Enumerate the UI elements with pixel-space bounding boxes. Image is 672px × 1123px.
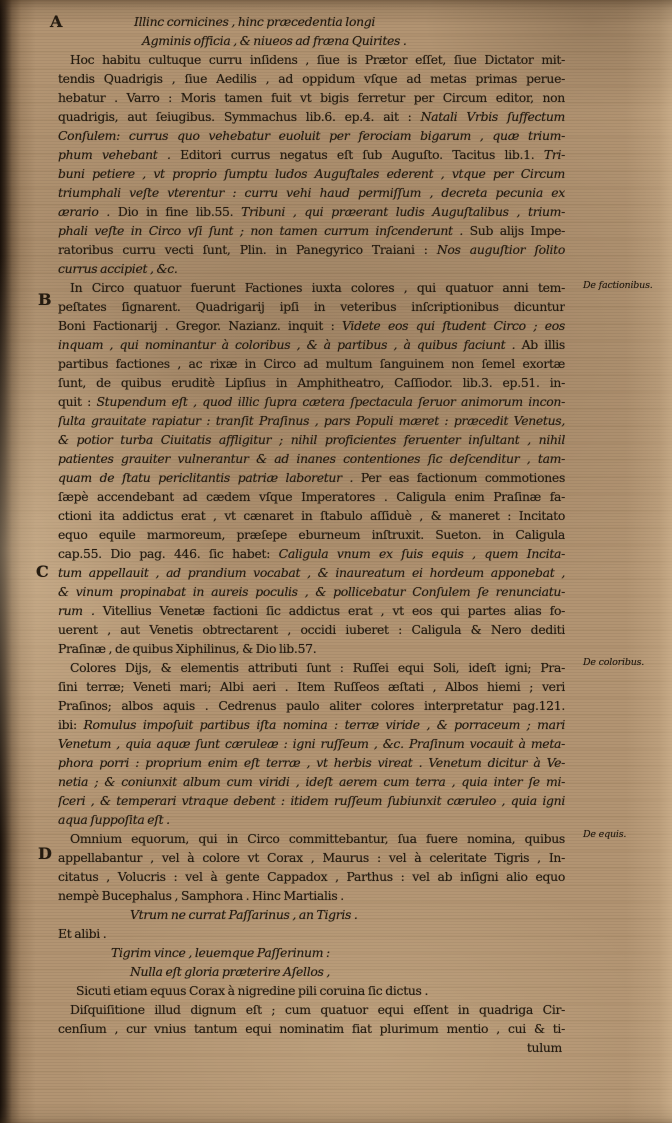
text-line: ſæpè accendebant ad cædem vſque Imperatores . Caligula enim Praſinæ fa- [58,489,565,504]
text-line: inquam , qui nominantur à coloribus , & à partibus , à quibus faciunt . Ab illis [58,337,565,352]
text-line: ſini terræ; Veneti mari; Albi aeri . Item Ruſſeos æſtati , Albos hiemi ; veri [58,679,565,694]
text-line: buni petiere , vt proprio ſumptu ludos Auguſtales ederent , vtque per Circum [58,166,565,181]
text-line: Hoc habitu cultuque curru inſidens , ſiue is Prætor eſſet, ſiue Dictator mit- [70,52,565,67]
text-line: Sicuti etiam equus Corax à nigredine pili coruina ſic dictus . [76,983,429,998]
text-line: Praſinos; albos aquis . Cedrenus paulo aliter colores interpretatur pag.121. [58,698,565,713]
text-line: phum vehebant . Editori currus negatus eſt ſub Auguſto. Tacitus lib.1. Tri- [58,147,565,162]
text-line: Diſquiſitione illud dignum eſt ; cum quatuor equi eſſent in quadriga Cir- [70,1002,565,1017]
text-line: & potior turba Ciuitatis affligitur ; nihil proficientes feruenter inſultant , nihil [58,432,565,447]
text-line: & vinum propinabat in aureis poculis , & pollicebatur Conſulem ſe renunciatu- [58,584,565,599]
text-line: ſceri , & temperari vtraque debent : itidem ruſſeum ſubiunxit cæruleo , quia igni [58,793,565,808]
text-line: quadrigis, aut ſeiugibus. Symmachus lib.6. ep.4. ait : Natali Vrbis ſuffectum [58,109,565,124]
text-line: ſunt, de quibus eruditè Lipſius in Amphitheatro, Caſſiodor. lib.3. ep.51. in- [58,375,565,390]
text-line: quit : Stupendum eſt , quod illic ſupra cætera ſpectacula ſeruor animorum incon- [58,394,565,409]
text-line: Vtrum ne currat Paſſarinus , an Tigris . [130,907,358,922]
text-line: Illinc cornicines , hinc præcedentia longi [134,14,376,29]
text-line: In Circo quatuor fuerunt Factiones iuxta colores , qui quatuor anni tem- [70,280,565,295]
text-line: equo equile marmoreum, præſepe eburneum inſtruxit. Sueton. in Caligula [58,527,565,542]
text-line: partibus factiones , ac rixæ in Circo ad multum ſanguinem non ſemel exortæ [58,356,565,371]
text-line: triumphali veſte vterentur : curru vehi haud permiſſum , decreta pecunia ex [58,185,565,200]
text-line: uerent , aut Venetis obtrectarent , occidi iuberet : Caligula & Nero dediti [58,622,565,637]
margin-letter-a: A [50,12,63,31]
text-line: ratoribus curru vecti ſunt, Plin. in Panegyrico Traiani : Nos auguſtior ſolito [58,242,565,257]
text-line: phali veſte in Circo vſi ſunt ; non tamen currum inſcenderunt . Sub alijs Impe- [58,223,565,238]
margin-note: De factionibus. [583,280,653,291]
text-line: tulum [526,1040,562,1055]
text-line: Colores Dijs, & elementis attributi ſunt : Ruſſei equi Soli, ideſt igni; Pra- [70,660,565,675]
text-line: Boni Factionarij . Gregor. Nazianz. inquit : Videte eos qui ſtudent Circo ; eos [58,318,565,333]
text-line: hebatur . Varro : Moris tamen fuit vt bigis ferretur per Circum editor, non [58,90,565,105]
text-line: Omnium equorum, qui in Circo committebantur, ſua fuere nomina, quibus [70,831,565,846]
text-line: netia ; & coniunxit album cum viridi , ideſt aerem cum terra , quia inter ſe mi- [58,774,565,789]
text-line: cenſium , cur vnius tantum equi nominatim fiat plurimum mentio , cui & ti- [58,1021,565,1036]
text-line: appellabantur , vel à colore vt Corax , Maurus : vel à celeritate Tigris , In- [58,850,565,865]
text-line: Tigrim vince , leuemque Paſſerinum : [111,945,330,960]
text-line: Praſinæ , de quibus Xiphilinus, & Dio lib.57. [58,641,317,656]
margin-letter-d: D [38,844,52,863]
margin-letter-c: C [36,562,49,581]
text-line: ſulta grauitate rapiatur : tranſit Praſinus , pars Populi mæret : præcedit Venetus, [58,413,565,428]
text-line: citatus , Volucris : vel à gente Cappadox , Parthus : vel ab inſigni alio equo [58,869,565,884]
text-line: Conſulem: currus quo vehebatur euoluit per ferociam bigarum , quæ trium- [58,128,565,143]
text-line: peſtates ſignarent. Quadrigarij ipſi in veteribus inſcriptionibus dicuntur [58,299,565,314]
margin-letter-b: B [38,290,52,309]
text-line: currus accipiet , &c. [58,261,178,276]
text-line: nempè Bucephalus , Samphora . Hinc Martialis . [58,888,344,903]
text-line: ctioni ita addictus erat , vt cænaret in ſtabulo aſſiduè , & maneret : Incitato [58,508,565,523]
margin-note: De equis. [583,829,627,840]
text-line: Agminis officia , & niueos ad fræna Quirites . [142,33,407,48]
text-line: Et alibi . [58,926,107,941]
text-line: aqua ſuppoſita eſt . [58,812,170,827]
text-line: Venetum , quia aquæ ſunt cæruleæ : igni ruſſeum , &c. Praſinum vocauit à meta- [58,736,565,751]
text-line: cap.55. Dio pag. 446. ſic habet: Caligula vnum ex ſuis equis , quem Incita- [58,546,565,561]
text-line: rum . Vitellius Venetæ factioni ſic addictus erat , vt eos qui partes alias fo- [58,603,565,618]
text-line: ibi: Romulus impoſuit partibus iſta nomina : terræ viride , & porraceum ; mari [58,717,565,732]
text-line: tendis Quadrigis , ſiue Aedilis , ad oppidum vſque ad metas primas perue- [58,71,565,86]
margin-note: De coloribus. [583,657,645,668]
text-line: ærario . Dio in fine lib.55. Tribuni , qui præerant ludis Auguſtalibus , trium- [58,204,565,219]
text-line: phora porri : proprium enim eſt terræ , vt herbis vireat . Venetum dicitur à Ve- [58,755,565,770]
body-text [58,12,565,1057]
text-line: tum appellauit , ad prandium vocabat , & inaureatum ei hordeum apponebat , [58,565,565,580]
text-line: quam de ſtatu periclitantis patriæ laboretur . Per eas factionum commotiones [58,470,565,485]
text-line: Nulla eſt gloria præterire Aſellos , [130,964,331,979]
text-line: patientes grauiter vulnerantur & ad inanes contentiones ſic deſcenditur , tam- [58,451,565,466]
